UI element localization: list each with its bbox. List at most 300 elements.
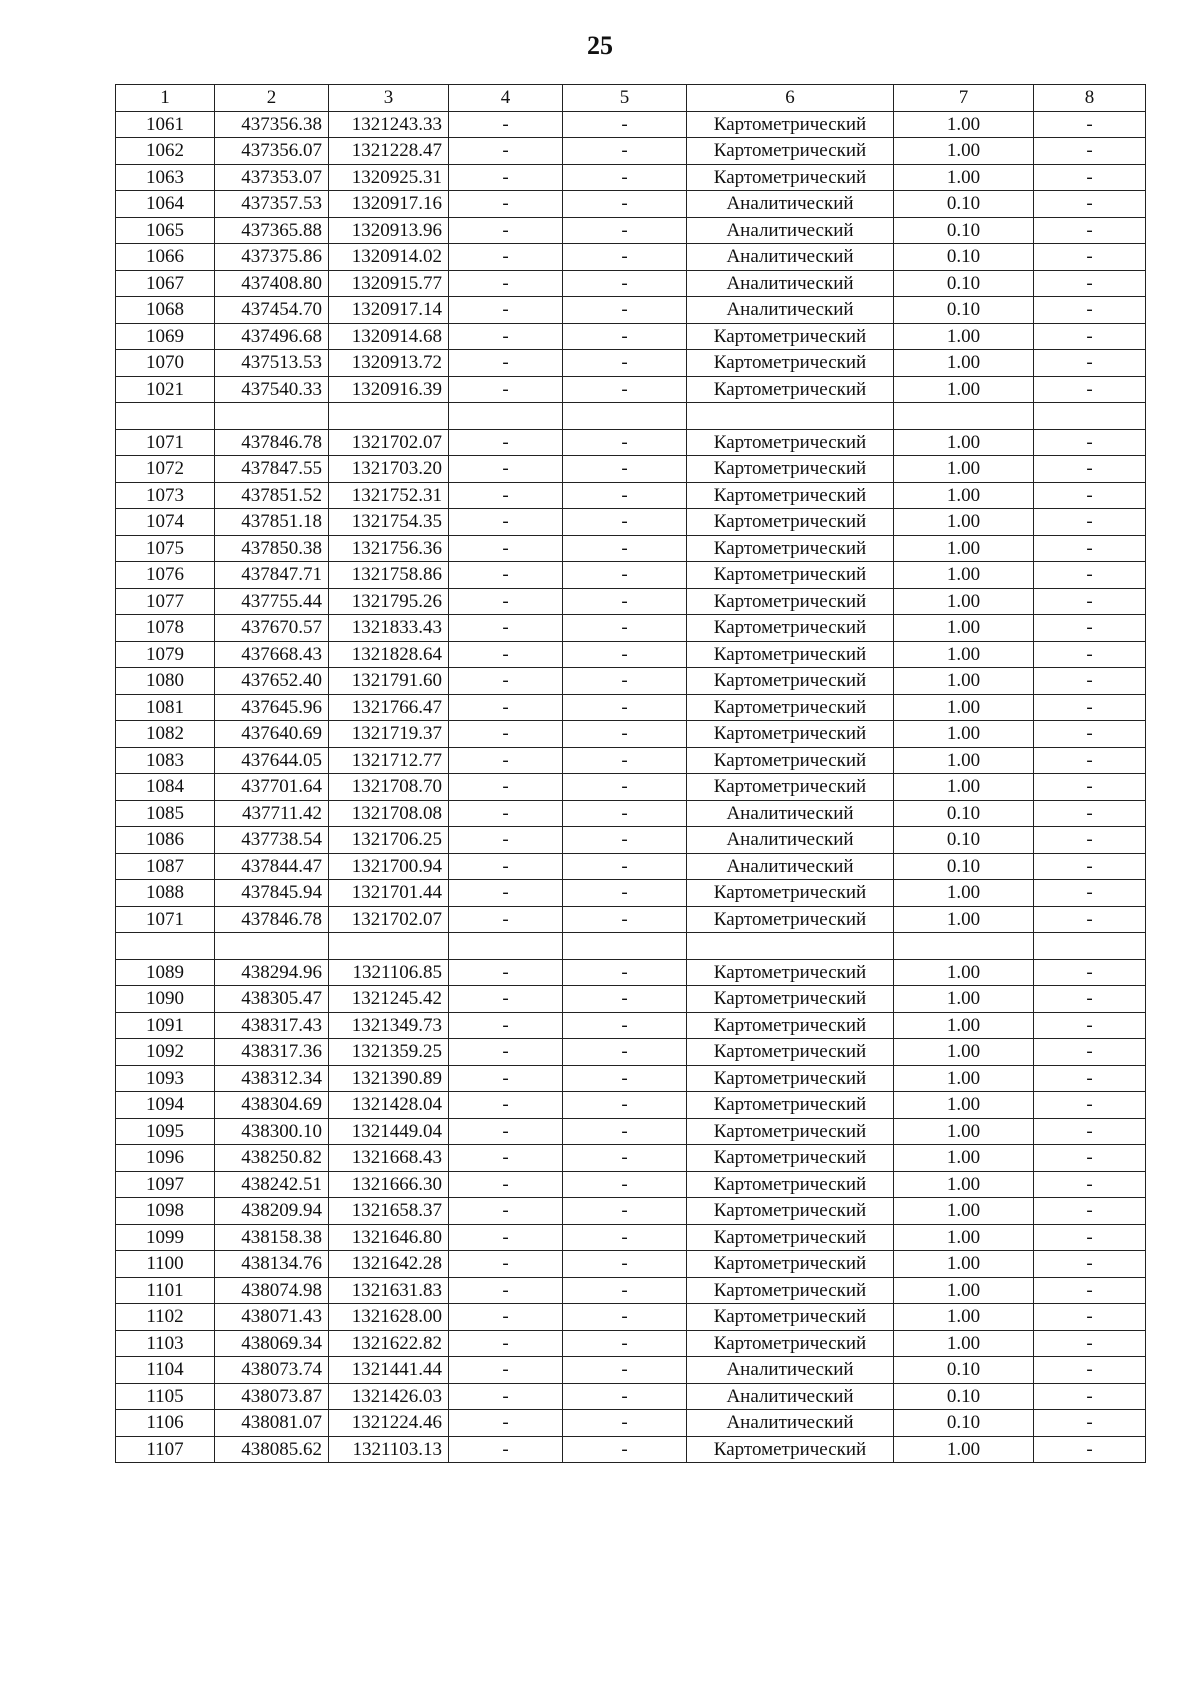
point-number-cell: 1080 — [116, 668, 215, 695]
accuracy-cell: 1.00 — [894, 986, 1034, 1013]
method-cell: Картометрический — [687, 1118, 894, 1145]
accuracy-cell: 0.10 — [894, 191, 1034, 218]
col8-cell: - — [1034, 1251, 1146, 1278]
column-header: 1 — [116, 85, 215, 112]
col4-cell — [449, 403, 563, 430]
x-coordinate-cell: 437668.43 — [215, 641, 329, 668]
point-number-cell: 1077 — [116, 588, 215, 615]
accuracy-cell: 1.00 — [894, 456, 1034, 483]
point-number-cell: 1103 — [116, 1330, 215, 1357]
col5-cell: - — [563, 853, 687, 880]
x-coordinate-cell: 438085.62 — [215, 1436, 329, 1463]
table-row — [116, 986, 1146, 1013]
table-row — [116, 191, 1146, 218]
y-coordinate-cell: 1321752.31 — [329, 482, 449, 509]
col8-cell: - — [1034, 1277, 1146, 1304]
table-row — [116, 959, 1146, 986]
table-row — [116, 1065, 1146, 1092]
accuracy-cell: 0.10 — [894, 297, 1034, 324]
column-header: 8 — [1034, 85, 1146, 112]
y-coordinate-cell: 1321706.25 — [329, 827, 449, 854]
col4-cell: - — [449, 482, 563, 509]
column-header: 2 — [215, 85, 329, 112]
point-number-cell: 1071 — [116, 906, 215, 933]
col5-cell: - — [563, 588, 687, 615]
col5-cell: - — [563, 1251, 687, 1278]
x-coordinate-cell: 437496.68 — [215, 323, 329, 350]
accuracy-cell: 0.10 — [894, 1383, 1034, 1410]
table-row — [116, 217, 1146, 244]
point-number-cell: 1084 — [116, 774, 215, 801]
y-coordinate-cell: 1320913.96 — [329, 217, 449, 244]
col4-cell: - — [449, 350, 563, 377]
accuracy-cell: 1.00 — [894, 959, 1034, 986]
y-coordinate-cell: 1321758.86 — [329, 562, 449, 589]
method-cell: Картометрический — [687, 1145, 894, 1172]
point-number-cell: 1078 — [116, 615, 215, 642]
col5-cell: - — [563, 1065, 687, 1092]
col8-cell: - — [1034, 509, 1146, 536]
table-row — [116, 906, 1146, 933]
y-coordinate-cell: 1321701.44 — [329, 880, 449, 907]
col4-cell: - — [449, 217, 563, 244]
accuracy-cell: 1.00 — [894, 535, 1034, 562]
col8-cell: - — [1034, 482, 1146, 509]
y-coordinate-cell: 1321833.43 — [329, 615, 449, 642]
x-coordinate-cell: 437644.05 — [215, 747, 329, 774]
point-number-cell: 1081 — [116, 694, 215, 721]
accuracy-cell: 1.00 — [894, 774, 1034, 801]
point-number-cell: 1079 — [116, 641, 215, 668]
col5-cell: - — [563, 376, 687, 403]
table-row — [116, 270, 1146, 297]
method-cell: Картометрический — [687, 482, 894, 509]
x-coordinate-cell: 438250.82 — [215, 1145, 329, 1172]
col4-cell — [449, 933, 563, 960]
y-coordinate-cell: 1320917.16 — [329, 191, 449, 218]
col5-cell: - — [563, 1410, 687, 1437]
y-coordinate-cell: 1321243.33 — [329, 111, 449, 138]
x-coordinate-cell: 437670.57 — [215, 615, 329, 642]
col8-cell: - — [1034, 376, 1146, 403]
y-coordinate-cell: 1321702.07 — [329, 906, 449, 933]
col8-cell: - — [1034, 1410, 1146, 1437]
col8-cell: - — [1034, 191, 1146, 218]
method-cell: Картометрический — [687, 1012, 894, 1039]
col8-cell: - — [1034, 1304, 1146, 1331]
table-row — [116, 1251, 1146, 1278]
col5-cell: - — [563, 1039, 687, 1066]
col8-cell: - — [1034, 1039, 1146, 1066]
method-cell: Картометрический — [687, 535, 894, 562]
point-number-cell: 1021 — [116, 376, 215, 403]
method-cell: Картометрический — [687, 1039, 894, 1066]
accuracy-cell: 1.00 — [894, 1065, 1034, 1092]
table-row — [116, 668, 1146, 695]
y-coordinate-cell: 1321631.83 — [329, 1277, 449, 1304]
accuracy-cell: 1.00 — [894, 376, 1034, 403]
accuracy-cell: 1.00 — [894, 906, 1034, 933]
col4-cell: - — [449, 138, 563, 165]
x-coordinate-cell: 437640.69 — [215, 721, 329, 748]
point-number-cell: 1101 — [116, 1277, 215, 1304]
point-number-cell: 1099 — [116, 1224, 215, 1251]
x-coordinate-cell: 438071.43 — [215, 1304, 329, 1331]
method-cell: Картометрический — [687, 641, 894, 668]
col8-cell: - — [1034, 270, 1146, 297]
col5-cell: - — [563, 615, 687, 642]
table-row — [116, 1039, 1146, 1066]
method-cell: Аналитический — [687, 1357, 894, 1384]
x-coordinate-cell: 437356.07 — [215, 138, 329, 165]
method-cell: Картометрический — [687, 1092, 894, 1119]
table-body — [116, 85, 1146, 1463]
y-coordinate-cell: 1320914.02 — [329, 244, 449, 271]
col5-cell: - — [563, 906, 687, 933]
y-coordinate-cell: 1321708.70 — [329, 774, 449, 801]
point-number-cell: 1105 — [116, 1383, 215, 1410]
col4-cell: - — [449, 986, 563, 1013]
col5-cell: - — [563, 1171, 687, 1198]
x-coordinate-cell: 437645.96 — [215, 694, 329, 721]
col5-cell: - — [563, 1092, 687, 1119]
y-coordinate-cell: 1321390.89 — [329, 1065, 449, 1092]
x-coordinate-cell: 438294.96 — [215, 959, 329, 986]
table-row — [116, 429, 1146, 456]
col4-cell: - — [449, 191, 563, 218]
point-number-cell — [116, 933, 215, 960]
x-coordinate-cell: 438305.47 — [215, 986, 329, 1013]
coordinates-table — [115, 84, 1146, 1463]
y-coordinate-cell: 1321712.77 — [329, 747, 449, 774]
point-number-cell: 1095 — [116, 1118, 215, 1145]
y-coordinate-cell: 1321628.00 — [329, 1304, 449, 1331]
col4-cell: - — [449, 880, 563, 907]
y-coordinate-cell: 1321700.94 — [329, 853, 449, 880]
method-cell: Картометрический — [687, 376, 894, 403]
accuracy-cell: 1.00 — [894, 1092, 1034, 1119]
table-row — [116, 1330, 1146, 1357]
col4-cell: - — [449, 1012, 563, 1039]
point-number-cell: 1107 — [116, 1436, 215, 1463]
col4-cell: - — [449, 1118, 563, 1145]
x-coordinate-cell: 437845.94 — [215, 880, 329, 907]
col8-cell: - — [1034, 588, 1146, 615]
x-coordinate-cell: 438158.38 — [215, 1224, 329, 1251]
accuracy-cell: 1.00 — [894, 588, 1034, 615]
y-coordinate-cell: 1321441.44 — [329, 1357, 449, 1384]
y-coordinate-cell: 1321719.37 — [329, 721, 449, 748]
y-coordinate-cell: 1321642.28 — [329, 1251, 449, 1278]
table-row — [116, 588, 1146, 615]
col5-cell: - — [563, 1304, 687, 1331]
col5-cell: - — [563, 323, 687, 350]
x-coordinate-cell: 437357.53 — [215, 191, 329, 218]
y-coordinate-cell: 1321668.43 — [329, 1145, 449, 1172]
table-row — [116, 350, 1146, 377]
accuracy-cell: 0.10 — [894, 270, 1034, 297]
point-number-cell: 1089 — [116, 959, 215, 986]
col4-cell: - — [449, 244, 563, 271]
table-row — [116, 853, 1146, 880]
table-row — [116, 1277, 1146, 1304]
col8-cell: - — [1034, 1436, 1146, 1463]
col4-cell: - — [449, 1304, 563, 1331]
col4-cell: - — [449, 164, 563, 191]
col4-cell: - — [449, 1383, 563, 1410]
method-cell — [687, 933, 894, 960]
point-number-cell: 1076 — [116, 562, 215, 589]
accuracy-cell: 1.00 — [894, 111, 1034, 138]
table-row — [116, 138, 1146, 165]
table-row — [116, 376, 1146, 403]
table-row — [116, 747, 1146, 774]
col5-cell: - — [563, 297, 687, 324]
y-coordinate-cell: 1321658.37 — [329, 1198, 449, 1225]
x-coordinate-cell: 437847.71 — [215, 562, 329, 589]
col8-cell: - — [1034, 800, 1146, 827]
x-coordinate-cell — [215, 403, 329, 430]
table-row — [116, 1410, 1146, 1437]
point-number-cell: 1093 — [116, 1065, 215, 1092]
y-coordinate-cell: 1321646.80 — [329, 1224, 449, 1251]
table-row — [116, 111, 1146, 138]
method-cell: Картометрический — [687, 747, 894, 774]
col5-cell: - — [563, 721, 687, 748]
x-coordinate-cell: 437711.42 — [215, 800, 329, 827]
col5-cell: - — [563, 774, 687, 801]
col4-cell: - — [449, 297, 563, 324]
method-cell — [687, 403, 894, 430]
accuracy-cell: 1.00 — [894, 350, 1034, 377]
col4-cell: - — [449, 1171, 563, 1198]
col5-cell: - — [563, 1383, 687, 1410]
point-number-cell: 1083 — [116, 747, 215, 774]
y-coordinate-cell: 1321622.82 — [329, 1330, 449, 1357]
x-coordinate-cell: 437365.88 — [215, 217, 329, 244]
table-row — [116, 1012, 1146, 1039]
col4-cell: - — [449, 641, 563, 668]
col4-cell: - — [449, 853, 563, 880]
method-cell: Картометрический — [687, 1065, 894, 1092]
col8-cell: - — [1034, 138, 1146, 165]
col5-cell — [563, 403, 687, 430]
point-number-cell: 1097 — [116, 1171, 215, 1198]
method-cell: Аналитический — [687, 853, 894, 880]
method-cell: Аналитический — [687, 217, 894, 244]
method-cell: Картометрический — [687, 906, 894, 933]
point-number-cell: 1100 — [116, 1251, 215, 1278]
accuracy-cell: 0.10 — [894, 853, 1034, 880]
method-cell: Картометрический — [687, 1277, 894, 1304]
accuracy-cell: 1.00 — [894, 1118, 1034, 1145]
y-coordinate-cell: 1321766.47 — [329, 694, 449, 721]
col4-cell: - — [449, 1198, 563, 1225]
table-row — [116, 535, 1146, 562]
method-cell: Картометрический — [687, 350, 894, 377]
method-cell: Картометрический — [687, 588, 894, 615]
point-number-cell: 1067 — [116, 270, 215, 297]
point-number-cell — [116, 403, 215, 430]
col4-cell: - — [449, 615, 563, 642]
table-row — [116, 509, 1146, 536]
col8-cell: - — [1034, 853, 1146, 880]
y-coordinate-cell: 1320925.31 — [329, 164, 449, 191]
y-coordinate-cell: 1321754.35 — [329, 509, 449, 536]
accuracy-cell: 1.00 — [894, 880, 1034, 907]
table-row — [116, 800, 1146, 827]
x-coordinate-cell: 437847.55 — [215, 456, 329, 483]
point-number-cell: 1063 — [116, 164, 215, 191]
col4-cell: - — [449, 535, 563, 562]
accuracy-cell: 1.00 — [894, 1330, 1034, 1357]
x-coordinate-cell: 437738.54 — [215, 827, 329, 854]
point-number-cell: 1069 — [116, 323, 215, 350]
x-coordinate-cell: 437851.18 — [215, 509, 329, 536]
accuracy-cell: 1.00 — [894, 164, 1034, 191]
x-coordinate-cell: 437353.07 — [215, 164, 329, 191]
method-cell: Картометрический — [687, 1304, 894, 1331]
col5-cell: - — [563, 959, 687, 986]
column-header: 6 — [687, 85, 894, 112]
col5-cell: - — [563, 562, 687, 589]
method-cell: Картометрический — [687, 111, 894, 138]
x-coordinate-cell: 437540.33 — [215, 376, 329, 403]
col5-cell: - — [563, 1198, 687, 1225]
x-coordinate-cell: 438134.76 — [215, 1251, 329, 1278]
point-number-cell: 1064 — [116, 191, 215, 218]
method-cell: Картометрический — [687, 562, 894, 589]
method-cell: Картометрический — [687, 1171, 894, 1198]
col8-cell: - — [1034, 959, 1146, 986]
col8-cell: - — [1034, 244, 1146, 271]
col5-cell: - — [563, 270, 687, 297]
y-coordinate-cell: 1321245.42 — [329, 986, 449, 1013]
col8-cell: - — [1034, 1171, 1146, 1198]
col4-cell: - — [449, 509, 563, 536]
table-row — [116, 774, 1146, 801]
col5-cell: - — [563, 800, 687, 827]
col8-cell: - — [1034, 1383, 1146, 1410]
x-coordinate-cell: 437652.40 — [215, 668, 329, 695]
col8-cell: - — [1034, 1198, 1146, 1225]
point-number-cell: 1070 — [116, 350, 215, 377]
table-row — [116, 297, 1146, 324]
y-coordinate-cell: 1321702.07 — [329, 429, 449, 456]
table-row — [116, 1304, 1146, 1331]
col4-cell: - — [449, 588, 563, 615]
col4-cell: - — [449, 376, 563, 403]
accuracy-cell: 1.00 — [894, 1171, 1034, 1198]
table-row — [116, 1383, 1146, 1410]
y-coordinate-cell: 1320914.68 — [329, 323, 449, 350]
x-coordinate-cell: 438073.87 — [215, 1383, 329, 1410]
accuracy-cell: 1.00 — [894, 1251, 1034, 1278]
method-cell: Картометрический — [687, 774, 894, 801]
y-coordinate-cell: 1320915.77 — [329, 270, 449, 297]
table-row — [116, 1198, 1146, 1225]
col5-cell: - — [563, 482, 687, 509]
table-row — [116, 456, 1146, 483]
method-cell: Картометрический — [687, 1224, 894, 1251]
table-row — [116, 323, 1146, 350]
col5-cell: - — [563, 1224, 687, 1251]
point-number-cell: 1066 — [116, 244, 215, 271]
col4-cell: - — [449, 1092, 563, 1119]
y-coordinate-cell: 1321428.04 — [329, 1092, 449, 1119]
col5-cell: - — [563, 986, 687, 1013]
point-number-cell: 1085 — [116, 800, 215, 827]
x-coordinate-cell: 437701.64 — [215, 774, 329, 801]
col8-cell: - — [1034, 1012, 1146, 1039]
method-cell: Картометрический — [687, 694, 894, 721]
y-coordinate-cell: 1321703.20 — [329, 456, 449, 483]
col8-cell: - — [1034, 164, 1146, 191]
method-cell: Картометрический — [687, 323, 894, 350]
col5-cell: - — [563, 827, 687, 854]
method-cell: Аналитический — [687, 244, 894, 271]
y-coordinate-cell: 1321791.60 — [329, 668, 449, 695]
point-number-cell: 1086 — [116, 827, 215, 854]
method-cell: Аналитический — [687, 191, 894, 218]
table-row — [116, 1436, 1146, 1463]
accuracy-cell: 0.10 — [894, 244, 1034, 271]
col4-cell: - — [449, 827, 563, 854]
accuracy-cell: 1.00 — [894, 1436, 1034, 1463]
table-separator-row — [116, 403, 1146, 430]
accuracy-cell: 1.00 — [894, 482, 1034, 509]
method-cell: Картометрический — [687, 959, 894, 986]
col5-cell: - — [563, 217, 687, 244]
table-row — [116, 694, 1146, 721]
col4-cell: - — [449, 1065, 563, 1092]
col5-cell — [563, 933, 687, 960]
col8-cell: - — [1034, 615, 1146, 642]
col4-cell: - — [449, 562, 563, 589]
x-coordinate-cell: 437851.52 — [215, 482, 329, 509]
accuracy-cell: 1.00 — [894, 1012, 1034, 1039]
y-coordinate-cell: 1321449.04 — [329, 1118, 449, 1145]
table-row — [116, 880, 1146, 907]
x-coordinate-cell: 438073.74 — [215, 1357, 329, 1384]
accuracy-cell: 1.00 — [894, 562, 1034, 589]
column-header: 4 — [449, 85, 563, 112]
point-number-cell: 1104 — [116, 1357, 215, 1384]
y-coordinate-cell: 1320916.39 — [329, 376, 449, 403]
method-cell: Картометрический — [687, 509, 894, 536]
accuracy-cell: 1.00 — [894, 429, 1034, 456]
method-cell: Картометрический — [687, 456, 894, 483]
y-coordinate-cell: 1320917.14 — [329, 297, 449, 324]
method-cell: Картометрический — [687, 986, 894, 1013]
col5-cell: - — [563, 244, 687, 271]
accuracy-cell: 1.00 — [894, 1198, 1034, 1225]
x-coordinate-cell: 438074.98 — [215, 1277, 329, 1304]
col5-cell: - — [563, 350, 687, 377]
table-row — [116, 164, 1146, 191]
table-row — [116, 827, 1146, 854]
accuracy-cell — [894, 403, 1034, 430]
x-coordinate-cell: 438209.94 — [215, 1198, 329, 1225]
col8-cell: - — [1034, 562, 1146, 589]
accuracy-cell — [894, 933, 1034, 960]
x-coordinate-cell: 438300.10 — [215, 1118, 329, 1145]
col5-cell: - — [563, 191, 687, 218]
column-header: 3 — [329, 85, 449, 112]
x-coordinate-cell: 438242.51 — [215, 1171, 329, 1198]
method-cell: Аналитический — [687, 827, 894, 854]
x-coordinate-cell: 437356.38 — [215, 111, 329, 138]
